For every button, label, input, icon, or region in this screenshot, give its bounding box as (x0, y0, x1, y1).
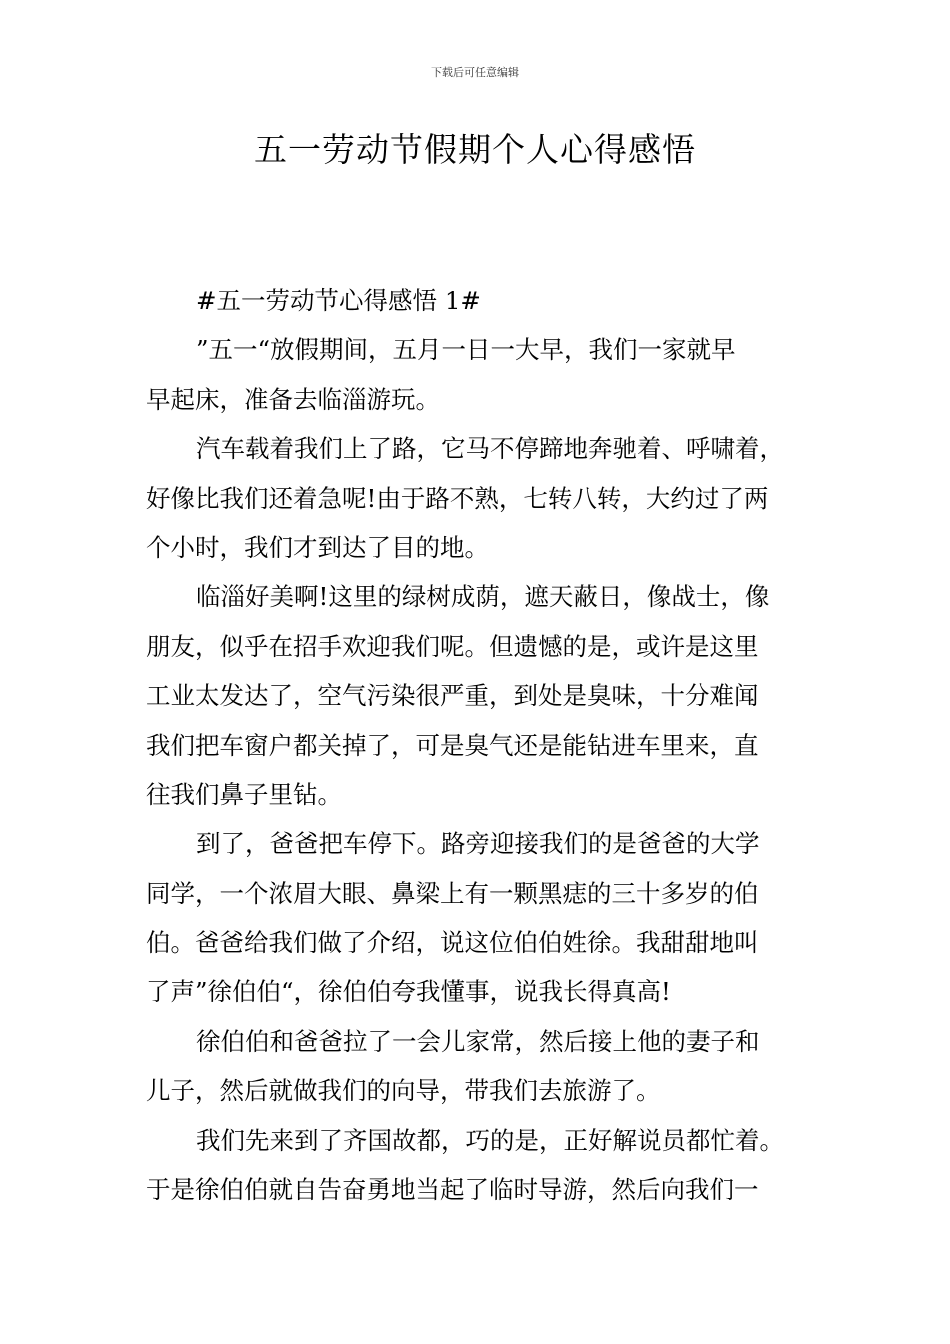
body-line: 汽车载着我们上了路，它马不停蹄地奔驰着、呼啸着， (196, 434, 784, 464)
body-line: 了声”徐伯伯“，徐伯伯夸我懂事，说我长得真高! (146, 977, 671, 1007)
document-body (146, 276, 836, 1214)
body-line: 到了，爸爸把车停下。路旁迎接我们的是爸爸的大学 (196, 829, 760, 859)
body-line: 我们先来到了齐国故都，巧的是，正好解说员都忙着。 (196, 1125, 784, 1155)
body-line: 徐伯伯和爸爸拉了一会儿家常，然后接上他的妻子和 (196, 1026, 760, 1056)
body-line: 伯。爸爸给我们做了介绍，说这位伯伯姓徐。我甜甜地叫 (146, 928, 759, 958)
body-line: 往我们鼻子里钻。 (146, 779, 342, 809)
header-note: 下载后可任意编辑 (431, 66, 519, 79)
body-line: 临淄好美啊!这里的绿树成荫，遮天蔽日，像战士，像 (196, 582, 770, 612)
body-line: 我们把车窗户都关掉了，可是臭气还是能钻进车里来，直 (146, 730, 759, 760)
body-line: 朋友，似乎在招手欢迎我们呢。但遗憾的是，或许是这里 (146, 631, 759, 661)
body-line: 儿子，然后就做我们的向导，带我们去旅游了。 (146, 1076, 661, 1106)
body-line: 早起床，准备去临淄游玩。 (146, 384, 440, 414)
body-line: 工业太发达了，空气污染很严重，到处是臭味，十分难闻 (146, 681, 759, 711)
body-line: 个小时，我们才到达了目的地。 (146, 532, 489, 562)
body-line: 好像比我们还着急呢!由于路不熟，七转八转，大约过了两 (146, 483, 769, 513)
body-line: #五一劳动节心得感悟 1# (196, 286, 481, 315)
body-line: 同学，一个浓眉大眼、鼻梁上有一颗黑痣的三十多岁的伯 (146, 878, 759, 908)
page-title: 五一劳动节假期个人心得感悟 (254, 130, 696, 169)
body-line: 于是徐伯伯就自告奋勇地当起了临时导游，然后向我们一 (146, 1175, 759, 1205)
body-line: ”五一“放假期间，五月一日一大早，我们一家就早 (196, 335, 736, 365)
